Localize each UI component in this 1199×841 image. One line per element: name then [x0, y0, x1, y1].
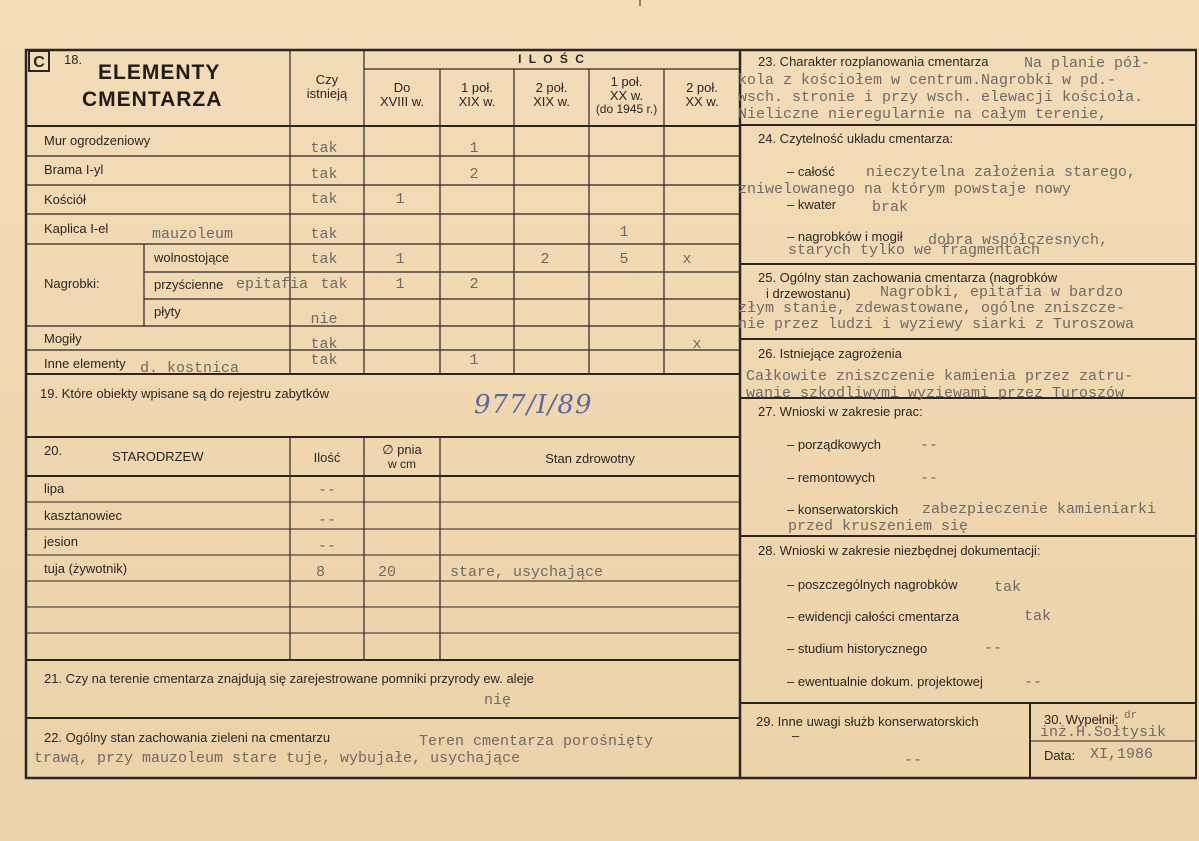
period-header-line: (do 1945 r.) [595, 102, 658, 116]
exists-value: tak [310, 191, 338, 208]
section-26-value: Całkowite zniszczenie kamienia przez zatru- [746, 368, 1134, 385]
row-label: płyty [154, 304, 181, 319]
section-23-value: wsch. stronie i przy wsch. elewacji kościoła. [738, 89, 1144, 106]
typed-extra: d. kostnica [140, 360, 240, 377]
quantity-value: 1 [469, 352, 479, 369]
exists-value: tak [310, 166, 338, 183]
section-23-value: Nieliczne nieregularnie na całym terenie, [738, 106, 1108, 123]
tree-count: 8 [316, 564, 326, 581]
date-label: Data: [1044, 748, 1076, 763]
section-22-value-l1: Teren cmentarza porośnięty [419, 733, 654, 750]
exists-value: tak [310, 251, 338, 268]
quantity-value: x [682, 251, 692, 268]
typed-extra: epitafia [236, 276, 309, 293]
work-item-value: przed kruszeniem się [788, 518, 969, 535]
col-diameter-header-l1: ∅ pnia [382, 442, 422, 457]
date-value: XI,1986 [1090, 746, 1154, 763]
section-20-number: 20. [44, 443, 63, 458]
period-header-line: XIX w. [458, 94, 496, 109]
doc-item-value: -- [1024, 674, 1043, 691]
section-letter-box: C [28, 50, 50, 72]
section-23-value: kola z kościołem w centrum.Nagrobki w pd.- [738, 72, 1117, 89]
exists-header-l1: Czy [315, 72, 339, 87]
doc-item-label: – studium historycznego [787, 641, 928, 656]
period-header-line: XX w. [609, 88, 644, 103]
exists-value: nie [310, 311, 338, 328]
exists-value: tak [310, 140, 338, 157]
work-item-value: -- [920, 470, 939, 487]
section-26-value: wanie szkodliwymi wyziewami przez Turoszów [746, 385, 1125, 402]
period-header-line: 1 poł. [610, 74, 643, 89]
doc-item-value: tak [994, 579, 1022, 596]
exists-value: tak [310, 336, 338, 353]
work-item-value: zabezpieczenie kamieniarki [922, 501, 1157, 518]
section-23-label: 23. Charakter rozplanowania cmentarza [758, 54, 989, 69]
calosc-value: nieczytelna założenia starego, [866, 164, 1137, 181]
tree-diameter: 20 [378, 564, 397, 581]
period-header-line: 1 poł. [461, 80, 493, 95]
tree-name: kasztanowiec [44, 508, 123, 523]
doc-item-label: – ewidencji całości cmentarza [787, 609, 959, 624]
row-label: wolnostojące [154, 250, 230, 265]
quantity-value: 2 [540, 251, 550, 268]
nagrobkow-label: – nagrobków i mogił [787, 229, 903, 244]
section-23-value: Na planie pół- [1024, 55, 1151, 72]
quantity-value: 1 [395, 251, 405, 268]
quantity-value: 1 [395, 276, 405, 293]
calosc-label: – całość [787, 164, 835, 179]
section-25-value: nie przez ludzi i wyziewy siarki z Turoszowa [738, 316, 1135, 333]
row-label: Brama I-yl [44, 162, 104, 177]
nagrobkow-value: starych tylko we fragmentach [788, 242, 1041, 259]
quantity-value: 2 [469, 276, 479, 293]
col-diameter-header-l2: w cm [388, 457, 416, 471]
tree-name: lipa [44, 481, 65, 496]
kwater-value: brak [872, 199, 909, 216]
register-number-handwritten: 977/I/89 [474, 390, 593, 420]
section-26-label: 26. Istniejące zagrożenia [758, 346, 902, 361]
period-header-line: 2 poł. [686, 80, 718, 95]
period-header-line: XVIII w. [379, 94, 425, 109]
section-18-number: 18. [64, 52, 83, 67]
section-18-title-line2: CMENTARZA [82, 88, 223, 111]
section-30-label: 30. Wypełnił: [1044, 712, 1119, 727]
doc-item-value: tak [1024, 608, 1052, 625]
period-header-line: Do [393, 80, 411, 95]
section-25-label: 25. Ogólny stan zachowania cmentarza (nagrobków [758, 270, 1058, 285]
quantity-value: x [692, 336, 702, 353]
row-label: przyścienne [154, 277, 224, 292]
section-18-title-line1: ELEMENTY [98, 61, 221, 84]
row-label: Mogiły [44, 331, 82, 346]
filled-by-name: inż.H.Sołtysik [1040, 724, 1167, 741]
row-label: Kaplica I-el [44, 221, 109, 236]
section-24-label: 24. Czytelność układu cmentarza: [758, 131, 954, 146]
section-27-label: 27. Wnioski w zakresie prac: [758, 404, 923, 419]
tree-count: -- [317, 538, 336, 555]
tree-count: -- [317, 512, 336, 529]
col-count-header: Ilość [313, 450, 341, 465]
doc-item-label: – ewentualnie dokum. projektowej [787, 674, 983, 689]
work-item-label: – konserwatorskich [787, 502, 899, 517]
quantity-value: 1 [395, 191, 405, 208]
kwater-label: – kwater [787, 197, 837, 212]
row-label: Kościół [44, 192, 86, 207]
quantity-value: 5 [619, 251, 629, 268]
col-health-header: Stan zdrowotny [545, 451, 635, 466]
quantity-value: 2 [469, 166, 479, 183]
row-label: Mur ogrodzeniowy [44, 133, 151, 148]
row-label: Inne elementy [44, 356, 126, 371]
section-22-value-l2: trawą, przy mauzoleum stare tuje, wybujałe, usychające [34, 750, 521, 767]
quantity-header: I L O Ś C [518, 52, 586, 66]
section-29-label: 29. Inne uwagi służb konserwatorskich [756, 714, 979, 729]
period-header-line: XIX w. [533, 94, 570, 109]
exists-value: tak [320, 276, 348, 293]
section-29-dash: – [792, 728, 800, 743]
section-22-label: 22. Ogólny stan zachowania zieleni na cmentarzu [44, 730, 331, 745]
tree-name: tuja (żywotnik) [44, 561, 128, 576]
doc-item-label: – poszczególnych nagrobków [787, 577, 958, 592]
section-28-label: 28. Wnioski w zakresie niezbędnej dokumentacji: [758, 543, 1041, 558]
exists-value: tak [310, 226, 338, 243]
work-item-value: -- [920, 437, 939, 454]
work-item-label: – remontowych [787, 470, 876, 485]
section-19-label: 19. Które obiekty wpisane są do rejestru zabytków [40, 386, 330, 401]
typed-extra: mauzoleum [152, 226, 234, 243]
tree-health: stare, usychające [450, 564, 604, 581]
exists-value: tak [310, 352, 338, 369]
section-25-value: Nagrobki, epitafia w bardzo [880, 284, 1124, 301]
section-25-value: złym stanie, zdewastowane, ogólne zniszcze- [738, 300, 1126, 317]
quantity-value: 1 [619, 224, 629, 241]
nagrobki-group-label: Nagrobki: [44, 276, 100, 291]
section-29-value: -- [904, 752, 923, 769]
doc-item-value: -- [984, 640, 1003, 657]
section-21-label: 21. Czy na terenie cmentarza znajdują się zarejestrowane pomniki przyrody ew. aleje [44, 671, 534, 686]
calosc-value: zniwelowanego na którym powstaje nowy [738, 181, 1072, 198]
period-header-line: XX w. [685, 94, 719, 109]
work-item-label: – porządkowych [787, 437, 881, 452]
section-21-value: nię [484, 692, 512, 709]
tree-name: jesion [44, 534, 78, 549]
nagrobkow-value: dobra współczesnych, [928, 232, 1109, 249]
exists-header-l2: istnieją [306, 86, 348, 101]
quantity-value: 1 [469, 140, 479, 157]
section-25-label: i drzewostanu) [766, 286, 851, 301]
tree-count: -- [317, 482, 336, 499]
filled-by-title: dr [1124, 710, 1138, 722]
section-20-title: STARODRZEW [112, 449, 204, 464]
period-header-line: 2 poł. [535, 80, 568, 95]
